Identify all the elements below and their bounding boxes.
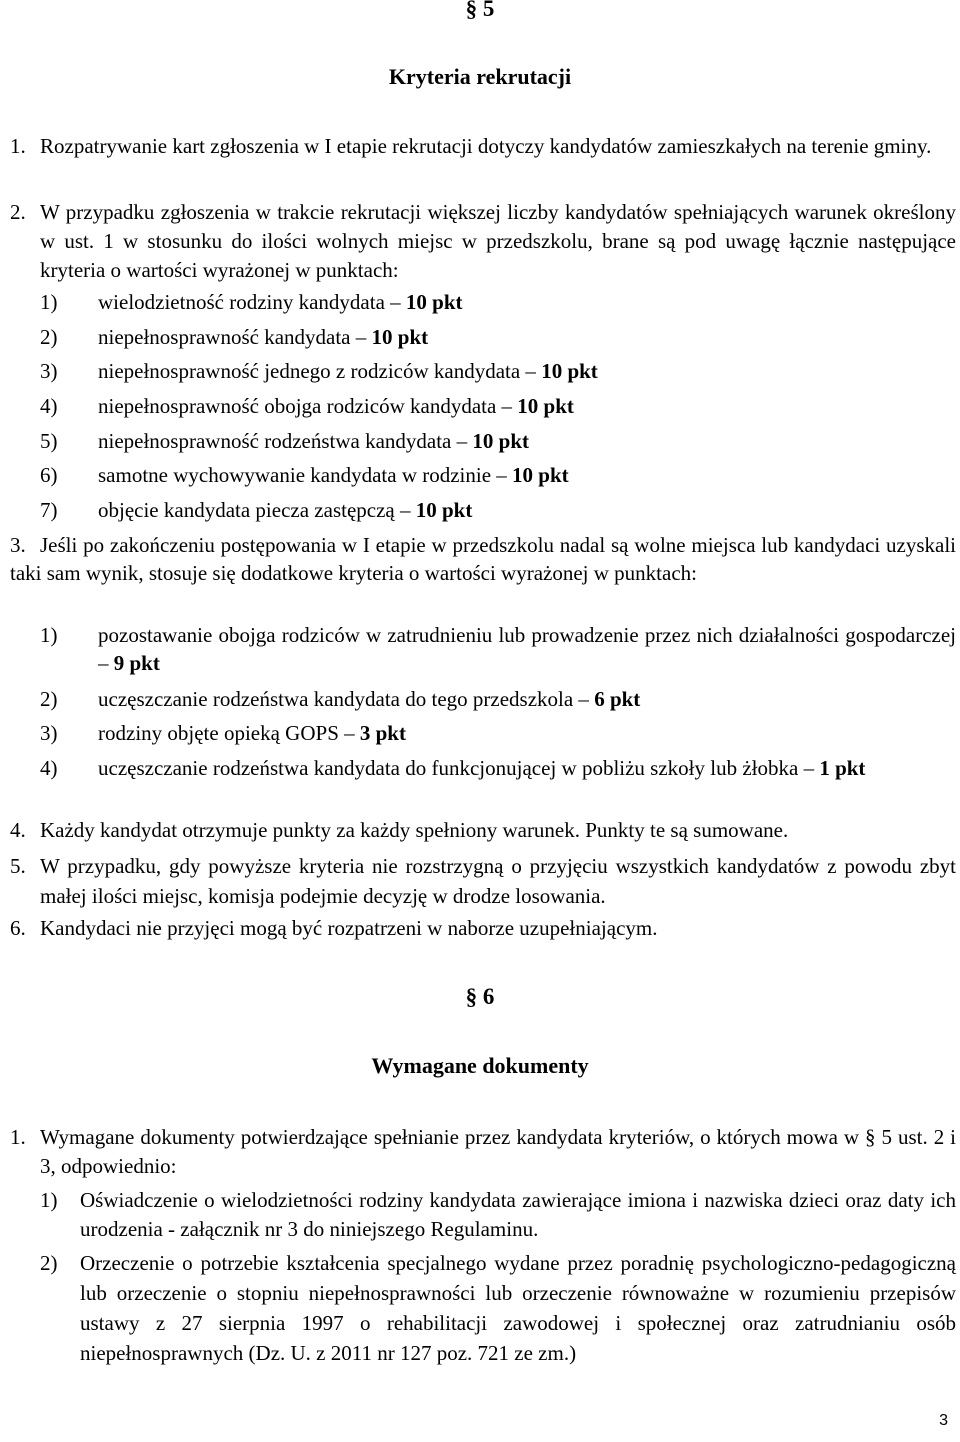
sec5-para-4 bbox=[10, 817, 956, 844]
para-text: W przypadku zgłoszenia w trakcie rekrutacji większej liczby kandydatów spełniających warunek określony w ust. 1 w stosunku do ilości wolnych miejsc w przedszkolu, brane są pod uwagę łącznie następujące kryteria o wartości wyrażonej w punktach: bbox=[40, 200, 956, 282]
item-number: 6) bbox=[40, 463, 58, 487]
item-number: 5) bbox=[40, 429, 58, 453]
extra-criteria-item bbox=[40, 719, 956, 747]
item-text: niepełnosprawność jednego z rodziców kandydata – bbox=[98, 359, 536, 383]
criteria-item bbox=[40, 288, 956, 316]
item-number: 7) bbox=[40, 498, 58, 522]
extra-criteria-item bbox=[40, 685, 956, 713]
item-number: 1) bbox=[40, 290, 58, 314]
document-item bbox=[40, 1248, 956, 1368]
item-number: 2) bbox=[40, 1251, 58, 1275]
extra-criteria-item bbox=[40, 621, 956, 677]
item-points: 10 pkt bbox=[517, 394, 574, 418]
section-5-title: Kryteria rekrutacji bbox=[388, 64, 572, 89]
item-points: 10 pkt bbox=[405, 290, 463, 314]
para-text: Kandydaci nie przyjęci mogą być rozpatrzeni w naborze uzupełniającym. bbox=[40, 916, 658, 940]
item-number: 4) bbox=[40, 756, 58, 780]
item-points: 10 pkt bbox=[541, 359, 598, 383]
item-text: wielodzietność rodziny kandydata – bbox=[98, 290, 401, 314]
criteria-item bbox=[40, 427, 956, 455]
para-text: Jeśli po zakończeniu postępowania w I etapie w przedszkolu nadal są wolne miejsca lub kandydaci uzyskali taki sam wynik, stosuje się dodatkowe kryteria o wartości wyrażonej w punktach: bbox=[10, 533, 956, 585]
item-text: niepełnosprawność obojga rodziców kandydata – bbox=[98, 394, 513, 418]
item-text: Orzeczenie o potrzebie kształcenia specjalnego wydane przez poradnię psychologiczno-pedagogiczną lub orzeczenie o stopniu niepełnosprawności lub orzeczenie równoważne w rozumieniu przepisów ustawy z 27 sierpnia 1997 o rehabilitacji zawodowej i społecznej oraz zatrudnianiu osób niepełnosprawnych (Dz. U. z 2011 nr 127 poz. 721 ze zm.) bbox=[80, 1251, 956, 1365]
item-text: rodziny objęte opieką GOPS – bbox=[98, 721, 355, 745]
para-text: Rozpatrywanie kart zgłoszenia w I etapie rekrutacji dotyczy kandydatów zamieszkałych na terenie gminy. bbox=[40, 134, 932, 158]
para-number: 5. bbox=[10, 854, 26, 878]
document-item bbox=[40, 1186, 956, 1244]
item-points: 10 pkt bbox=[472, 429, 529, 453]
sec5-para-6 bbox=[10, 915, 956, 942]
item-number: 3) bbox=[40, 359, 58, 383]
item-number: 2) bbox=[40, 325, 58, 349]
page-number: 3 bbox=[939, 1412, 948, 1429]
para-number: 4. bbox=[10, 818, 26, 842]
para-text: Każdy kandydat otrzymuje punkty za każdy spełniony warunek. Punkty te są sumowane. bbox=[40, 818, 789, 842]
item-points: 6 pkt bbox=[594, 687, 641, 711]
sec6-para-1 bbox=[10, 1123, 956, 1181]
para-number: 3. bbox=[10, 533, 26, 557]
item-points: 9 pkt bbox=[113, 651, 160, 675]
sec5-para-5 bbox=[10, 851, 956, 911]
criteria-item bbox=[40, 357, 956, 385]
para-number: 2. bbox=[10, 200, 26, 224]
item-number: 2) bbox=[40, 687, 58, 711]
para-text: Wymagane dokumenty potwierdzające spełnianie przez kandydata kryteriów, o których mowa w § 5 ust. 2 i 3, odpowiednio: bbox=[40, 1125, 956, 1178]
item-text: pozostawanie obojga rodziców w zatrudnieniu lub prowadzenie przez nich działalności gospodarczej – bbox=[98, 623, 956, 675]
item-number: 1) bbox=[40, 623, 58, 647]
item-text: niepełnosprawność kandydata – bbox=[98, 325, 367, 349]
criteria-item bbox=[40, 323, 956, 351]
para-number: 1. bbox=[10, 134, 26, 158]
item-points: 10 pkt bbox=[415, 498, 473, 522]
item-text: niepełnosprawność rodzeństwa kandydata – bbox=[98, 429, 468, 453]
item-text: Oświadczenie o wielodzietności rodziny kandydata zawierające imiona i nazwiska dzieci oraz daty ich urodzenia - załącznik nr 3 do niniejszego Regulaminu. bbox=[80, 1188, 956, 1241]
para-number: 6. bbox=[10, 916, 26, 940]
item-points: 10 pkt bbox=[371, 325, 429, 349]
item-points: 3 pkt bbox=[359, 721, 406, 745]
sec5-para-3 bbox=[10, 531, 956, 587]
item-text: samotne wychowywanie kandydata w rodzinie – bbox=[98, 463, 507, 487]
item-number: 3) bbox=[40, 721, 58, 745]
item-number: 4) bbox=[40, 394, 58, 418]
item-text: uczęszczanie rodzeństwa kandydata do funkcjonującej w pobliżu szkoły lub żłobka – bbox=[98, 756, 815, 780]
criteria-item bbox=[40, 496, 956, 524]
extra-criteria-item bbox=[40, 754, 956, 782]
item-text: uczęszczanie rodzeństwa kandydata do tego przedszkola – bbox=[98, 687, 589, 711]
para-number: 1. bbox=[10, 1125, 26, 1149]
item-points: 1 pkt bbox=[819, 756, 866, 780]
criteria-item bbox=[40, 461, 956, 489]
section-5-sign: § 5 bbox=[465, 0, 495, 21]
section-6-title: Wymagane dokumenty bbox=[371, 1053, 589, 1078]
section-6-sign: § 6 bbox=[465, 984, 495, 1009]
item-number: 1) bbox=[40, 1188, 58, 1212]
para-text: W przypadku, gdy powyższe kryteria nie rozstrzygną o przyjęciu wszystkich kandydatów z powodu zbyt małej ilości miejsc, komisja podejmie decyzję w drodze losowania. bbox=[40, 854, 956, 908]
item-points: 10 pkt bbox=[512, 463, 569, 487]
sec5-para-2 bbox=[10, 198, 956, 285]
criteria-item bbox=[40, 392, 956, 420]
item-text: objęcie kandydata piecza zastępczą – bbox=[98, 498, 411, 522]
sec5-para-1 bbox=[10, 133, 956, 160]
